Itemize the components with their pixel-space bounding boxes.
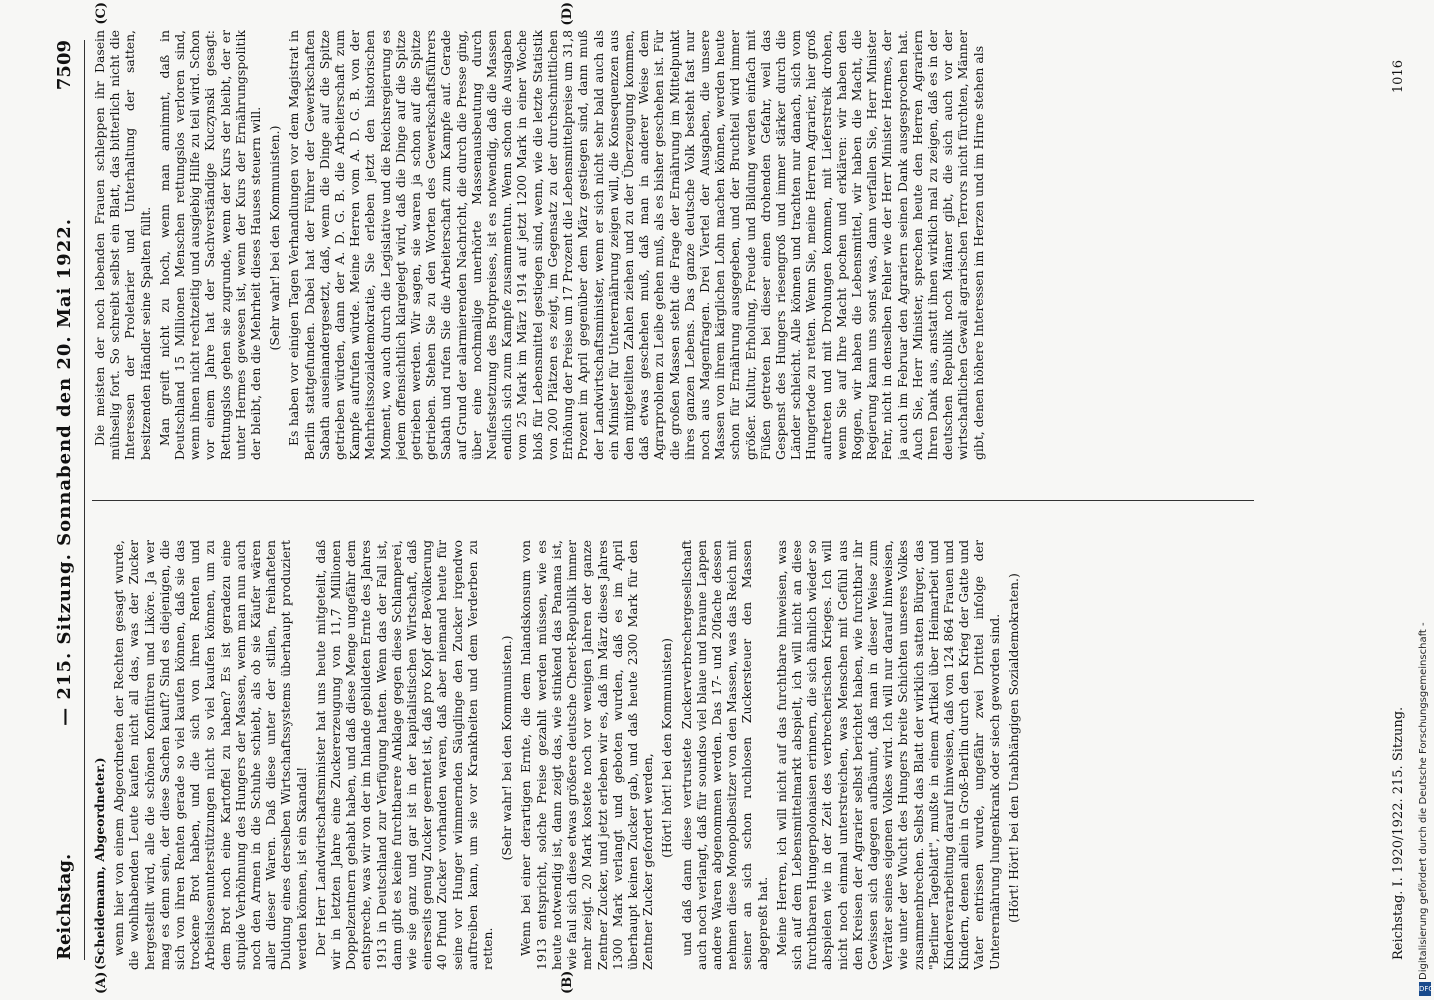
interjection: (Sehr wahr! bei den Kommunisten.) [267,125,283,351]
header-left: Reichstag. [53,853,75,960]
left-column [92,540,1364,970]
paragraph: Man greift nicht zu hoch, wenn man annimmt, daß in Deutschland 15 Millionen Menschen rettungslos verloren sind, wenn ihnen nicht rechtzeitig und ausgiebig Hilfe zu teil wird. Schon vor einem Jahre hat der Sachverständige Kuczynski gesagt: Rettungslos gehen sie zugrunde, wenn der Kurs der bleibt, der er unter Hermes gewesen ist, wenn der Kurs der Ernährungspolitik der bleibt, den die Mehrheit dieses Hauses steuern will. [156,30,264,460]
paragraph: Wenn bei einer derartigen Ernte, die dem Inlandskonsum von 1913 entspricht, solche Preise gezahlt werden müssen, wie es heute notwendig ist, dann zeigt das, wie stinkend das Panama ist, wie faul sich diese etwas größere deutsche Cheret-Republik immer mehr zeigt. 20 Mark kostete noch vor wenigen Jahren der ganze Zentner Zucker, und jetzt erleben wir es, daß im März dieses Jahres 1300 Mark verlangt und geboten wurden, daß es im April überhaupt keinen Zucker gab, und daß heute 2300 Mark für den Zentner Zucker gefordert werden, [518,540,656,970]
credit-text: Digitalisierung gefördert durch die Deutsche Forschungsgemeinschaft - [1418,622,1429,980]
paragraph: und daß dann diese vertrustete Zuckerverbrechergesellschaft auch noch verlangt, daß für soundso viel blaue und braune Lappen andere Waren abgenommen werden. Das 17- und 20fache dessen nehmen diese Monopolbesitzer von den Massen, was das Reich mit seiner an sich schon ruchlosen Zuckersteuer den Massen abgepreßt hat. [678,540,770,970]
interjection: (Hört! Hört! bei den Unabhängigen Sozialdemokraten.) [1005,573,1021,923]
paragraph: wenn hier von einem Abgeordneten der Rechten gesagt wurde, die wohlhabenden Leute kaufen nicht all das, was der Zucker hergestellt wird, alle die schönen Konfitüren und Liköre. Ja wer mag es denn sein, der diese Sachen kauft? Sind es diejenigen, die sich von ihren Renten gerade so viel kaufen können, daß sie das trockene Brot haben, und die sich von ihren Renten und Arbeitslosenunterstützungen nicht so viel kaufen können, um zu dem Brot noch eine Kartoffel zu haben? Es ist geradezu eine stupide Verhöhnung des Hungers der Massen, wenn man nun auch noch den Armen in die Schuhe schiebt, als ob sie Käufer wären aller dieser Waren. Daß diese unter der stillen, freihafteten Duldung eines derselben Wirtschaftssystems überhaupt produziert werden können, ist ein Skandal! [111,540,309,970]
header-title: — 215. Sitzung. Sonnabend den 20. Mai 1922. [53,217,75,726]
footer-page-number: 1016 [1391,60,1406,94]
right-column [92,30,1364,460]
margin-marker-a: (A) [94,971,109,994]
interjection: (Hört! hört! bei den Kommunisten) [659,638,675,858]
margin-marker-d: (D) [560,2,575,26]
dfg-logo-icon: DFG [1419,982,1431,996]
page-header [44,40,85,960]
margin-marker-c: (C) [94,2,109,25]
page-footer: Reichstag. I. 1920/1922. 215. Sitzung. [1391,706,1406,960]
interjection: (Sehr wahr! bei den Kommunisten.) [499,635,515,861]
speaker-line: (Scheidemann, Abgeordneter.) [92,757,107,970]
paragraph: Meine Herren, ich will nicht auf das furchtbare hinweisen, was sich auf dem Lebensmittelmarkt abspielt, ich will nicht an diese furchtbaren Hungerpolonaisen erinnern, die sich ähnlich wieder so abspielen wie in der Zeit des verbrecherischen Krieges. Ich will nicht noch einmal unterstreichen, was Menschen mit Gefühl aus den Kreisen der Agrarier selbst berichtet haben, wie furchtbar ihr Gewissen sich dagegen aufbäumt, daß man in dieser Weise zum Verräter seines eigenen Volkes wird. Ich will nur darauf hinweisen, wie unter der Wucht des Hungers breite Schichten unseres Volkes zusammenbrechen. Selbst das Blatt der wirklich satten Bürger, das "Berliner Tageblatt", mußte in einem Artikel über Heimarbeit und Kinderverarbeitung darauf hinweisen, daß von 124 864 Frauen und Kindern, denen allein in Groß-Berlin durch den Krieg der Gatte und Vater entrissen wurde, ungefähr zwei Drittel infolge der Unterernährung lungenkrank oder siech geworden sind. [773,540,1002,970]
paragraph: Es haben vor einigen Tagen Verhandlungen vor dem Magistrat in Berlin stattgefunden. Dabei hat der Führer der Gewerkschaften Sabath auseinandergesetzt, daß, wenn die Dinge auf die Spitze getrieben würden, dann der A. D. G. B. die Arbeiterschaft zum Kampfe aufrufen würde. Meine Herren vom A. D. G. B. von der Mehrheitssozialdemokratie, Sie erleben jetzt den historischen Moment, wo auch durch die Legislative und die Reichsregierung es jedem offensichtlich klargelegt wird, daß die Dinge auf die Spitze getrieben werden. Wir sagen, sie waren ja schon auf die Spitze getrieben. Stehen Sie zu den Worten des Gewerkschaftsführers Sabath und rufen Sie die Arbeiterschaft zum Kampfe auf. Gerade auf Grund der alarmierenden Nachricht, die durch die Presse ging, über eine nochmalige unerhörte Massenausbeutung durch Neufestsetzung des Brotpreises, ist es notwendig, daß die Massen endlich sich zum Kampfe zusammentun. Wenn schon die Ausgaben vom 25 Mark im März 1914 auf jetzt 1200 Mark in einer Woche bloß für Lebensmittel gestiegen sind, wenn, wie die letzte Statistik von 200 Plätzen es zeigt, im Gegensatz zu der durchschnittlichen Erhöhung der Preise um 17 Prozent die Lebensmittelpreise um 31,8 Prozent im April gegenüber dem März gestiegen sind, dann muß der Landwirtschaftsminister, wenn er sich nicht sehr bald auch als ein Minister für Unterernährung zeigen will, die Konsequenzen aus den mitgeteilten Zahlen ziehen und zu der Überzeugung kommen, daß etwas geschehen muß, daß man in anderer Weise dem Agrarproblem zu Leibe gehen muß, als es bisher geschehen ist. Für die großen Massen steht die Frage der Ernährung im Mittelpunkt ihres ganzen Lebens. Das ganze deutsche Volk besteht fast nur noch aus Magenfragen. Drei Viertel der Ausgaben, die unsere Massen von ihrem kärglichen Lohn machen können, werden heute schon für Ernährung ausgegeben, und der Bruchteil wird immer größer. Kultur, Erholung, Freude und Bildung werden einfach mit Füßen getreten bei dieser einen drohenden Gefahr, weil das Gespenst des Hungers riesengroß und immer stärker durch die Länder schleicht. Alle können und trachten nur danach, sich vom Hungertode zu retten. Wenn Sie, meine Herren Agrarier, hier groß auftreten und mit Drohungen kommen, mit Lieferstreik drohen, wenn Sie auf Ihre Macht pochen und erklären: wir haben den Roggen, wir haben die Lebensmittel, wir haben die Macht, die Regierung kann uns sonst was, dann verfallen Sie, Herr Minister Fehr, nicht in denselben Fehler wie der Herr Minister Hermes, der ja auch im Februar den Agrariern seinen Dank ausgesprochen hat. Auch Sie, Herr Minister, sprechen heute den Herren Agrariern Ihren Dank aus, anstatt ihnen wirklich mal zu zeigen, daß es in der deutschen Republik noch Männer gibt, die sich auch vor der wirtschaftlichen Gewalt agrarischen Terrors nicht fürchten, Männer gibt, denen höhere Interessen im Herzen und im Hirne stehen als [286,30,986,460]
paragraph: Der Herr Landwirtschaftsminister hat uns heute mitgeteilt, daß wir in letzten Jahre eine Zuckererzeugung von 11,7 Millionen Doppelzentnern gehabt haben, und daß diese Menge ungefähr dem entspreche, was wir von der im Inlande gebildeten Ernte des Jahres 1913 in Deutschland zur Verfügung hatten. Wenn das der Fall ist, dann gibt es keine furchtbarere Anklage gegen diese Schlamperei, wie sie ganz und gar ist in der kapitalistischen Wirtschaft, daß einerseits genug Zucker geerntet ist, daß pro Kopf der Bevölkerung 40 Pfund Zucker vorhanden waren, daß aber niemand heute für seine vor Hunger wimmernden Säuglinge den Zucker irgendwo auftreiben kann, um sie vor Krankheiten und dem Verderben zu retten. [312,540,496,970]
digitization-credit [1418,600,1432,1000]
page-number: 7509 [53,40,75,91]
margin-marker-b: (B) [560,970,575,994]
paragraph: Die meisten der noch lebenden Frauen schleppen ihr Dasein mühselig fort. So schreibt selbst ein Blatt, das bitterlich nicht die Interessen der Proletarier und Unterhaltung der satten, besitzenden Händler seine Spalten füllt. [92,30,153,460]
column-divider [92,500,1254,501]
